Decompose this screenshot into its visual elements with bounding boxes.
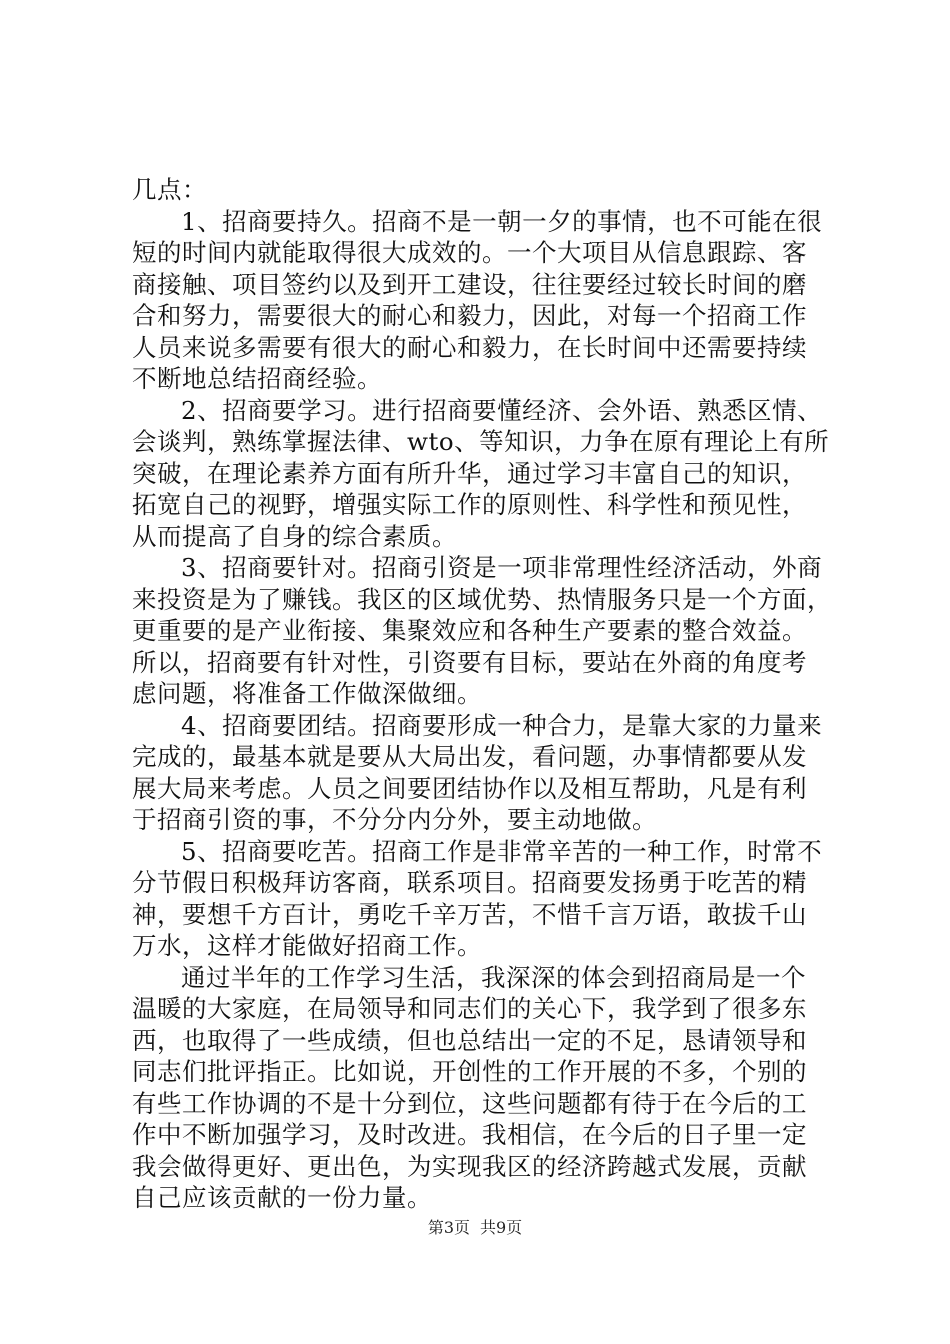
text-line: 突破，在理论素养方面有所升华，通过学习丰富自己的知识， [132, 458, 807, 488]
text-line: 同志们批评指正。比如说，开创性的工作开展的不多，个别的 [132, 1057, 807, 1086]
page-footer [0, 1218, 950, 1238]
text-line: 我会做得更好、更出色，为实现我区的经济跨越式发展，贡献 [132, 1151, 807, 1181]
text-line: 自己应该贡献的一份力量。 [132, 1183, 432, 1212]
text-line: 短的时间内就能取得很大成效的。一个大项目从信息跟踪、客 [132, 238, 807, 267]
page-total: 共9页 [480, 1218, 523, 1237]
text-line: 完成的，最基本就是要从大局出发，看问题，办事情都要从发 [132, 742, 807, 771]
text-line: 从而提高了自身的综合素质。 [132, 521, 457, 551]
page-number: 第3页 [427, 1218, 470, 1237]
text-line: 几点： [132, 175, 207, 204]
text-line: 2、招商要学习。进行招商要懂经济、会外语、熟悉区情、 [181, 395, 823, 425]
text-line: 3、招商要针对。招商引资是一项非常理性经济活动，外商 [181, 553, 823, 582]
text-line: 4、招商要团结。招商要形成一种合力，是靠大家的力量来 [181, 710, 823, 740]
text-line: 5、招商要吃苦。招商工作是非常辛苦的一种工作，时常不 [181, 836, 823, 866]
text-line: 神，要想千方百计，勇吃千辛万苦，不惜千言万语，敢拔千山 [132, 899, 807, 929]
text-line: 虑问题，将准备工作做深做细。 [132, 679, 482, 708]
text-line: 通过半年的工作学习生活，我深深的体会到招商局是一个 [181, 962, 806, 992]
text-line: 有些工作协调的不是十分到位，这些问题都有待于在今后的工 [132, 1088, 807, 1118]
text-line: 分节假日积极拜访客商，联系项目。招商要发扬勇于吃苦的精 [132, 868, 807, 897]
text-line: 于招商引资的事，不分分内分外，要主动地做。 [132, 805, 657, 834]
text-line: 商接触、项目签约以及到开工建设，往往要经过较长时间的磨 [132, 269, 807, 299]
text-line: 人员来说多需要有很大的耐心和毅力，在长时间中还需要持续 [132, 332, 807, 362]
text-line: 展大局来考虑。人员之间要团结协作以及相互帮助，凡是有利 [132, 773, 807, 803]
text-line: 所以，招商要有针对性，引资要有目标，要站在外商的角度考 [132, 647, 807, 677]
text-line: 合和努力，需要很大的耐心和毅力，因此，对每一个招商工作 [132, 301, 807, 330]
text-line: 会谈判，熟练掌握法律、wto、等知识，力争在原有理论上有所 [132, 427, 830, 456]
text-line: 更重要的是产业衔接、集聚效应和各种生产要素的整合效益。 [132, 616, 807, 645]
text-line: 不断地总结招商经验。 [132, 364, 382, 393]
text-line: 万水，这样才能做好招商工作。 [132, 931, 482, 960]
text-line: 拓宽自己的视野，增强实际工作的原则性、科学性和预见性， [132, 490, 807, 519]
text-line: 西，也取得了一些成绩，但也总结出一定的不足，恳请领导和 [132, 1025, 807, 1055]
text-line: 1、招商要持久。招商不是一朝一夕的事情，也不可能在很 [181, 206, 823, 236]
text-line: 来投资是为了赚钱。我区的区域优势、热情服务只是一个方面， [132, 584, 832, 614]
text-line: 温暖的大家庭，在局领导和同志们的关心下，我学到了很多东 [132, 994, 807, 1023]
text-line: 作中不断加强学习，及时改进。我相信，在今后的日子里一定 [132, 1120, 807, 1149]
document-body [132, 174, 832, 1214]
